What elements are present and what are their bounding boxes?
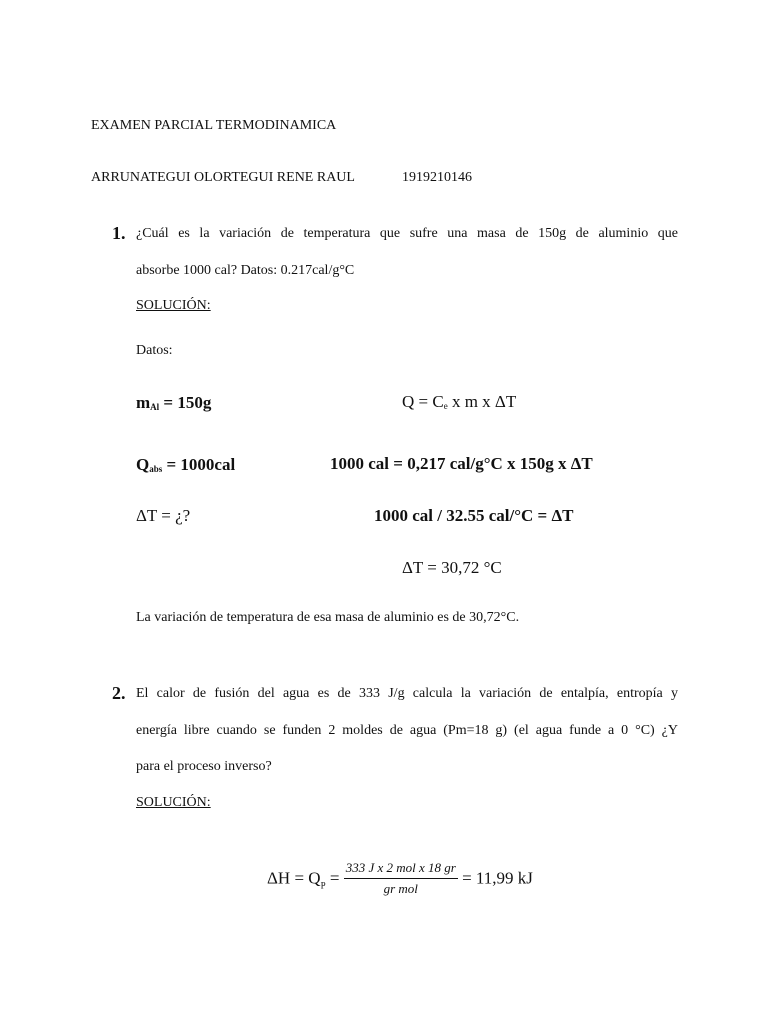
heat-formula-subscript: e <box>443 401 448 411</box>
heat-absorbed-subscript: abs <box>149 464 163 474</box>
question-2-solution-label: SOLUCIÓN: <box>136 795 211 810</box>
heat-absorbed <box>136 455 235 475</box>
fraction-denominator: gr mol <box>383 881 418 896</box>
mass-value: = 150g <box>159 393 212 412</box>
fraction-numerator: 333 J x 2 mol x 18 gr <box>344 860 458 879</box>
question-2-line-1: El calor de fusión del agua es de 333 J/g calcula la variación de entalpía, entropía y <box>136 686 678 701</box>
question-1-data-label: Datos: <box>136 343 173 358</box>
heat-formula-a: Q = C <box>402 392 444 411</box>
question-1-solution-label: SOLUCIÓN: <box>136 298 211 313</box>
mass-symbol: m <box>136 393 151 412</box>
heat-formula-b: x m x ΔT <box>447 392 517 411</box>
question-2-line-3: para el proceso inverso? <box>136 759 272 774</box>
question-2-number: 2. <box>112 683 126 703</box>
question-1-number: 1. <box>112 223 126 243</box>
heat-absorbed-symbol: Q <box>136 455 150 474</box>
student-code: 1919210146 <box>402 170 472 185</box>
enthalpy-equation <box>267 860 533 897</box>
enthalpy-rhs: = 11,99 kJ <box>462 868 533 888</box>
question-1-line-2: absorbe 1000 cal? Datos: 0.217cal/g°C <box>136 263 355 278</box>
question-1-conclusion: La variación de temperatura de esa masa de aluminio es de 30,72°C. <box>136 610 520 625</box>
mass-given <box>136 393 211 413</box>
heat-formula <box>402 392 516 412</box>
student-name: ARRUNATEGUI OLORTEGUI RENE RAUL <box>91 170 355 185</box>
equation-result: ΔT = 30,72 °C <box>402 558 502 577</box>
exam-title: EXAMEN PARCIAL TERMODINAMICA <box>91 118 337 133</box>
enthalpy-lhs: ΔH = Q <box>267 868 321 888</box>
heat-absorbed-value: = 1000cal <box>162 455 236 474</box>
equation-step-2: 1000 cal / 32.55 cal/°C = ΔT <box>374 506 574 525</box>
question-2-line-2: energía libre cuando se funden 2 moldes de agua (Pm=18 g) (el agua funde a 0 °C) ¿Y <box>136 723 678 738</box>
mass-subscript: Al <box>150 402 160 412</box>
enthalpy-subscript: P <box>320 880 326 891</box>
question-1-line-1: ¿Cuál es la variación de temperatura que sufre una masa de 150g de aluminio que <box>136 226 678 241</box>
enthalpy-equals: = <box>325 868 340 888</box>
delta-t-unknown: ΔT = ¿? <box>136 506 191 525</box>
equation-step-1: 1000 cal = 0,217 cal/g°C x 150g x ΔT <box>330 454 593 473</box>
enthalpy-fraction <box>344 860 458 897</box>
